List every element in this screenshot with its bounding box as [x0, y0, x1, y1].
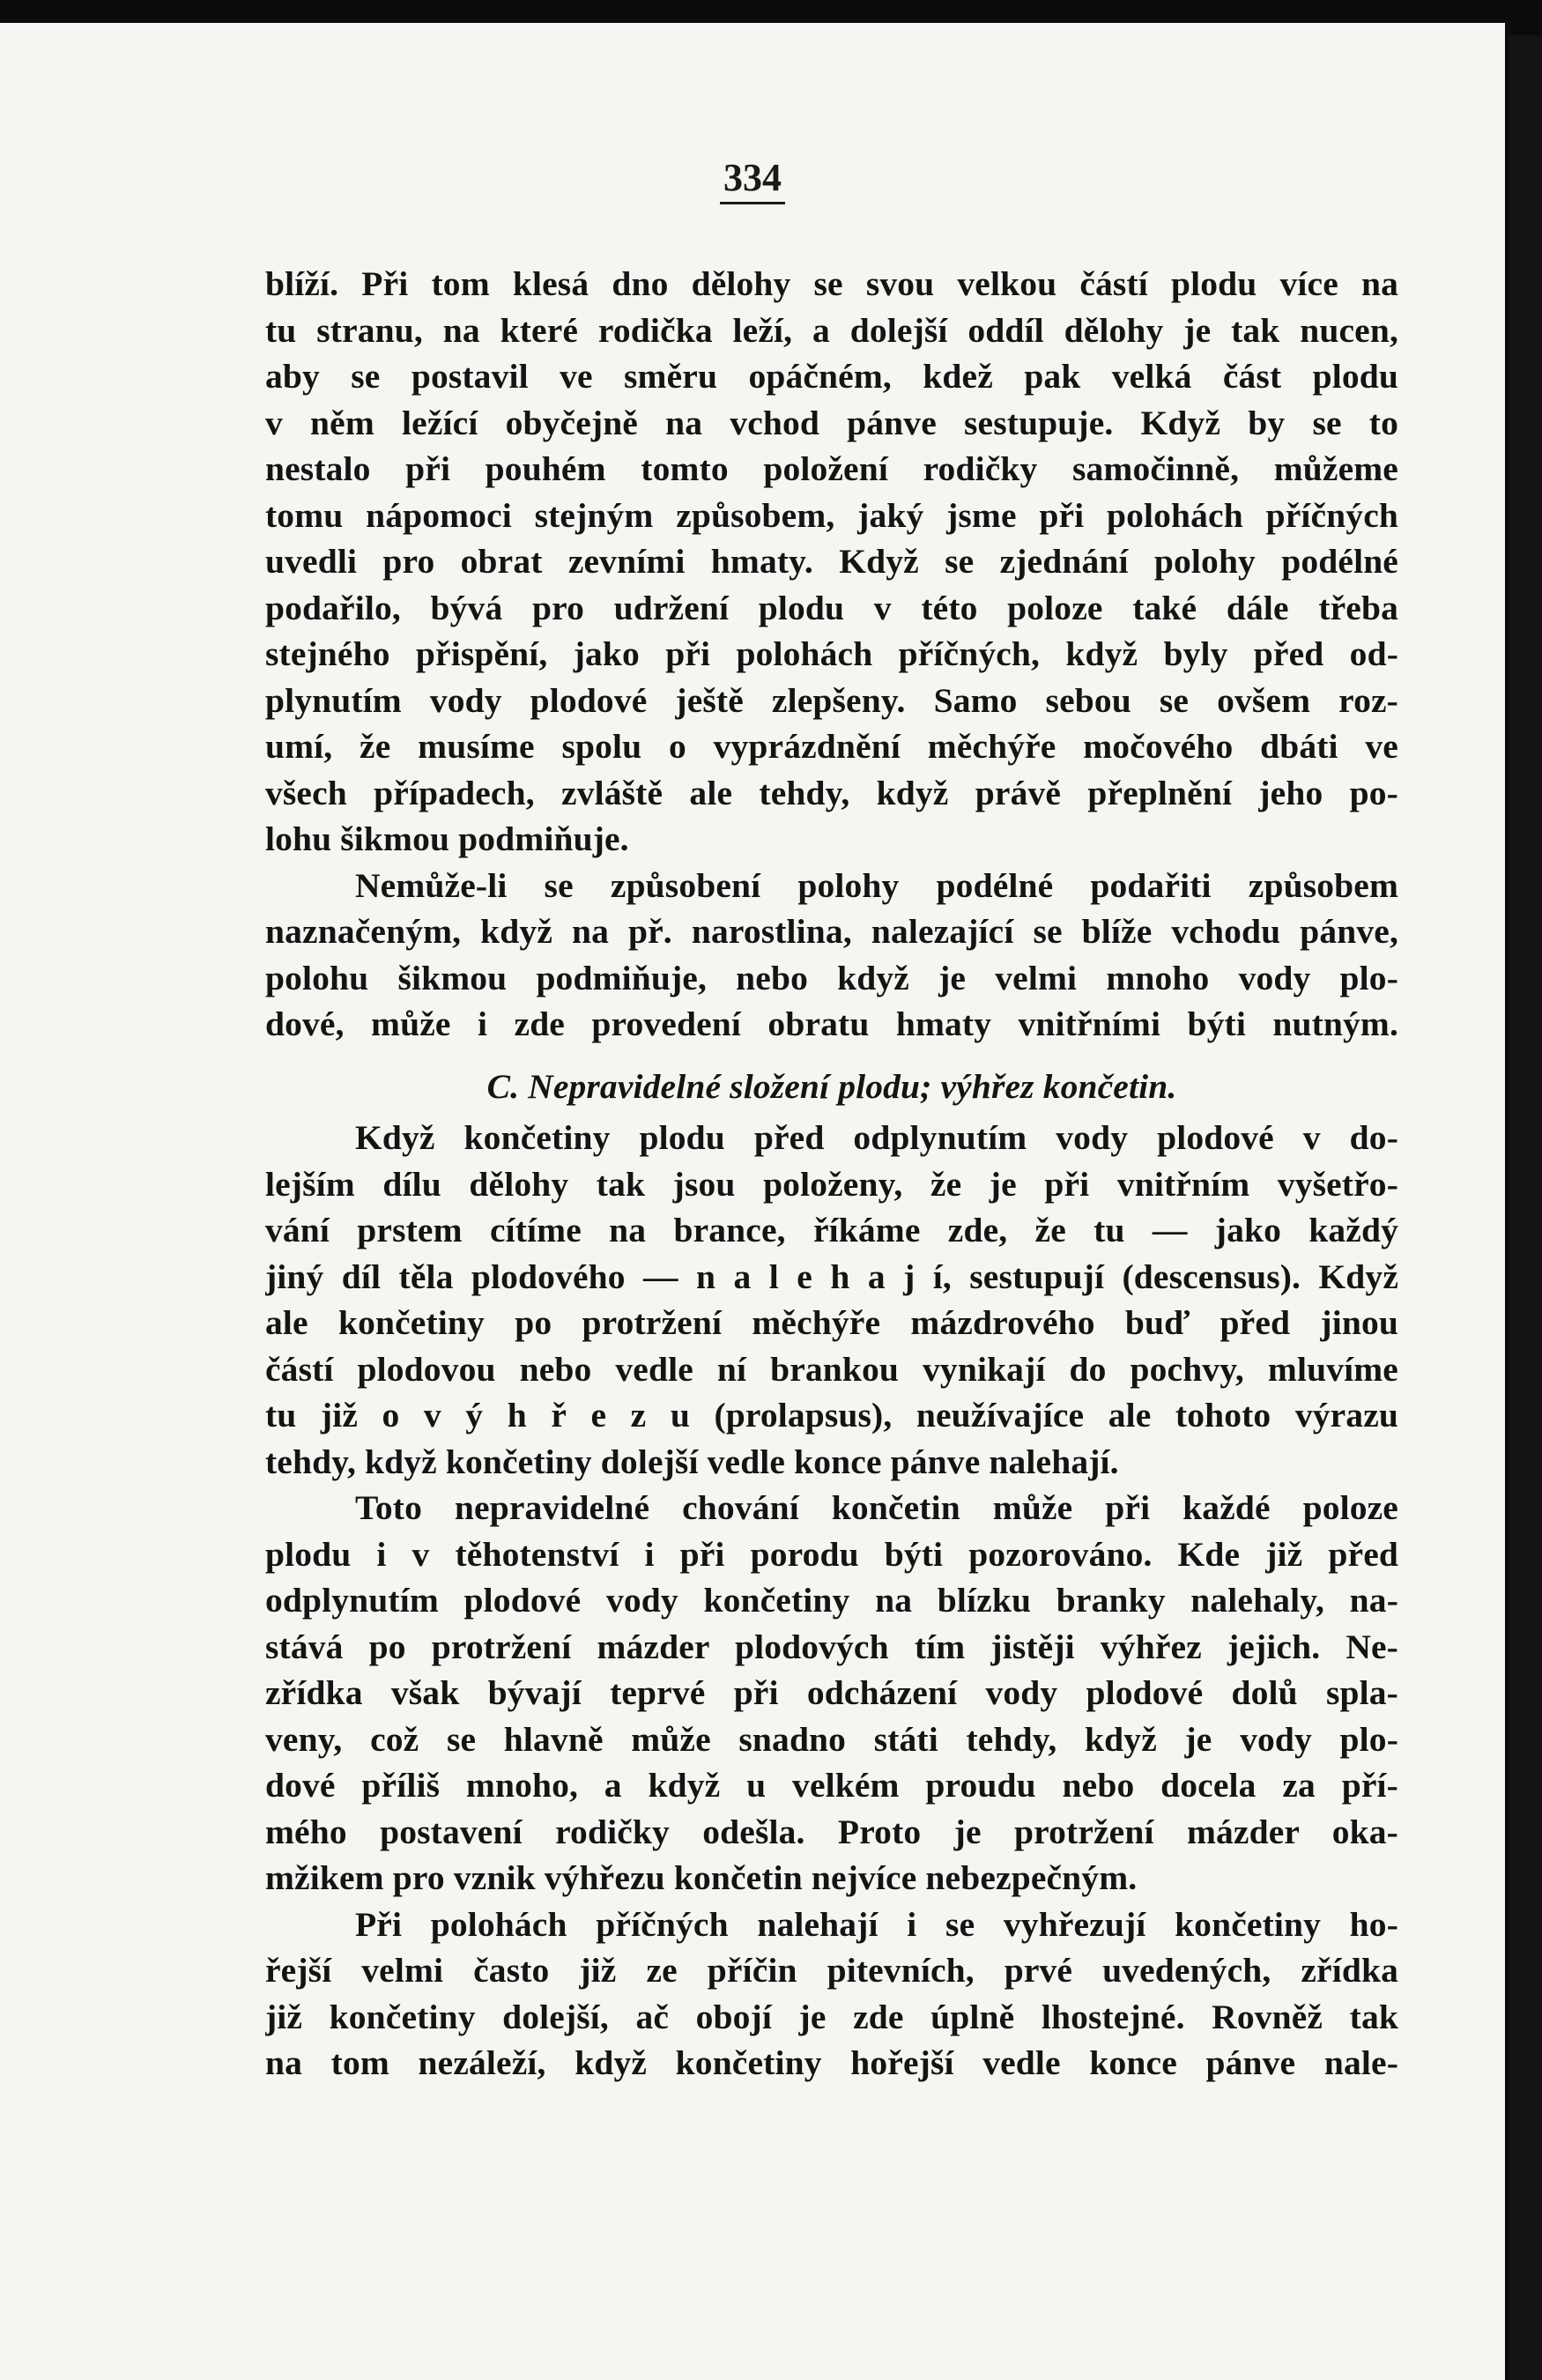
paragraph-4 — [265, 1485, 1398, 1902]
text-line: plodu i v těhotenství i při porodu býti pozorováno. Kde již před — [265, 1534, 1398, 1574]
text-line: Toto nepravidelné chování končetin může při každé poloze — [355, 1488, 1398, 1527]
text-line: již končetiny dolejší, ač obojí je zde úplně lhostejné. Rovněž tak — [265, 1997, 1398, 2036]
text-line: veny, což se hlavně může snadno státi tehdy, když je vody plo- — [265, 1719, 1398, 1759]
text-line: stejného přispění, jako při polohách příčných, když byly před od- — [265, 634, 1398, 673]
text-line: Když končetiny plodu před odplynutím vody plodové v do- — [355, 1118, 1398, 1157]
text-line: ale končetiny po protržení měchýře mázdrového buď před jinou — [265, 1303, 1398, 1342]
text-line: polohu šikmou podmiňuje, nebo když je velmi mnoho vody plo- — [265, 958, 1398, 997]
page-number-text: 334 — [720, 155, 785, 204]
text-line: umí, že musíme spolu o vyprázdnění měchýře močového dbáti ve — [265, 727, 1398, 766]
text-line: dové, může i zde provedení obratu hmaty vnitřními býti nutným. — [265, 1005, 1398, 1043]
text-line: uvedli pro obrat zevními hmaty. Když se zjednání polohy podélné — [265, 542, 1398, 581]
text-line: blíží. Při tom klesá dno dělohy se svou velkou částí plodu více na — [265, 264, 1398, 303]
text-line: stává po protržení mázder plodových tím jistěji výhřez jejich. Ne- — [265, 1627, 1398, 1666]
text-line: na tom nezáleží, když končetiny hořejší vedle konce pánve nale- — [265, 2043, 1398, 2082]
book-page — [0, 23, 1505, 2380]
text-line: tu stranu, na které rodička leží, a dolejší oddíl dělohy je tak nucen, — [265, 310, 1398, 350]
paragraph-3 — [265, 1115, 1398, 1485]
text-line: jiný díl těla plodového — n a l e h a j í, sestupují (descensus). Když — [265, 1257, 1398, 1296]
text-line: naznačeným, když na př. narostlina, nalezající se blíže vchodu pánve, — [265, 912, 1398, 951]
text-line: řejší velmi často již ze příčin pitevních, prvé uvedených, zřídka — [265, 1951, 1398, 1990]
text-line: tehdy, když končetiny dolejší vedle konce pánve nalehají. — [265, 1442, 1119, 1481]
text-line: dové příliš mnoho, a když u velkém proudu nebo docela za pří- — [265, 1766, 1398, 1805]
text-line: podařilo, bývá pro udržení plodu v této poloze také dále třeba — [265, 588, 1398, 627]
text-line: Nemůže-li se způsobení polohy podélné podařiti způsobem — [355, 865, 1398, 905]
text-line: lejším dílu dělohy tak jsou položeny, že je při vnitřním vyšetřo- — [265, 1164, 1398, 1204]
scan-edge — [1509, 35, 1542, 2380]
text-line: všech případech, zvláště ale tehdy, když právě přeplnění jeho po- — [265, 773, 1398, 812]
text-line: Při polohách příčných nalehají i se vyhřezují končetiny ho- — [355, 1904, 1398, 1944]
text-line: odplynutím plodové vody končetiny na blízku branky nalehaly, na- — [265, 1581, 1398, 1620]
text-line: tu již o v ý h ř e z u (prolapsus), neužívajíce ale tohoto výrazu — [265, 1396, 1398, 1435]
text-line: mžikem pro vznik výhřezu končetin nejvíce nebezpečným. — [265, 1858, 1138, 1897]
text-line: zřídka však bývají teprvé při odcházení vody plodové dolů spla- — [265, 1673, 1398, 1712]
body-text — [265, 261, 1398, 2087]
paragraph-2 — [265, 863, 1398, 1048]
text-line: plynutím vody plodové ještě zlepšeny. Samo sebou se ovšem roz- — [265, 680, 1398, 720]
section-heading: C. Nepravidelné složení plodu; výhřez končetin. — [486, 1066, 1177, 1106]
text-line: nestalo při pouhém tomto položení rodičky samočinně, můžeme — [265, 449, 1398, 488]
page-number — [0, 155, 1505, 204]
text-line: aby se postavil ve směru opáčném, kdež pak velká část plodu — [265, 357, 1398, 396]
text-line: tomu nápomoci stejným způsobem, jaký jsme při polohách příčných — [265, 495, 1398, 535]
text-line: vání prstem cítíme na brance, říkáme zde, že tu — jako každý — [265, 1211, 1398, 1249]
text-line: částí plodovou nebo vedle ní brankou vynikají do pochvy, mluvíme — [265, 1349, 1398, 1389]
text-line: mého postavení rodičky odešla. Proto je protržení mázder oka- — [265, 1812, 1398, 1851]
paragraph-1 — [265, 261, 1398, 863]
text-line: v něm ležící obyčejně na vchod pánve sestupuje. Když by se to — [265, 403, 1398, 442]
paragraph-5 — [265, 1902, 1398, 2087]
text-line: lohu šikmou podmiňuje. — [265, 819, 629, 858]
